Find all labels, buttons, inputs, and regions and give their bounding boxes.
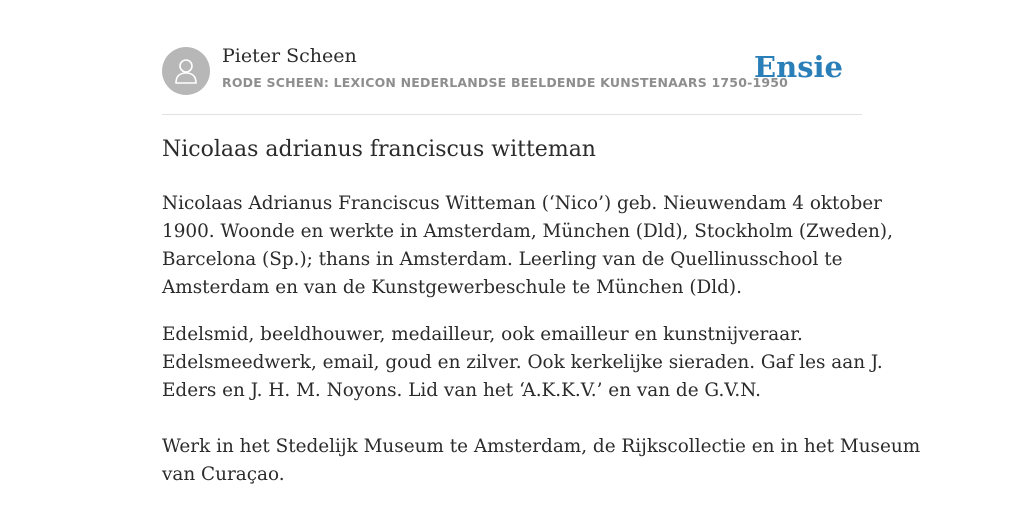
author-avatar[interactable] bbox=[162, 47, 210, 95]
text-line: Edelsmid, beeldhouwer, medailleur, ook emailleur en kunstnijveraar. bbox=[162, 324, 803, 345]
entry-card bbox=[162, 0, 921, 485]
author-name[interactable]: Pieter Scheen bbox=[222, 45, 357, 67]
text-line: Amsterdam en van de Kunstgewerbeschule te München (Dld). bbox=[162, 277, 742, 298]
brand-logo[interactable]: Ensie bbox=[754, 50, 843, 84]
text-line: 1900. Woonde en werkte in Amsterdam, München (Dld), Stockholm (Zweden), bbox=[162, 221, 893, 242]
paragraph-work bbox=[162, 321, 883, 405]
user-silhouette-icon bbox=[173, 57, 199, 85]
entry-title: Nicolaas adrianus franciscus witteman bbox=[162, 137, 596, 162]
paragraph-biography bbox=[162, 190, 893, 302]
paragraph-collections bbox=[162, 433, 921, 489]
text-line: Barcelona (Sp.); thans in Amsterdam. Leerling van de Quellinusschool te bbox=[162, 249, 843, 270]
text-line: Eders en J. H. M. Noyons. Lid van het ‘A.K.K.V.’ en van de G.V.N. bbox=[162, 380, 761, 401]
text-line: Nicolaas Adrianus Franciscus Witteman (‘Nico’) geb. Nieuwendam 4 oktober bbox=[162, 193, 882, 214]
text-line: Werk in het Stedelijk Museum te Amsterdam, de Rijkscollectie en in het Museum bbox=[162, 436, 921, 457]
text-line: Edelsmeedwerk, email, goud en zilver. Ook kerkelijke sieraden. Gaf les aan J. bbox=[162, 352, 883, 373]
source-title[interactable]: RODE SCHEEN: LEXICON NEDERLANDSE BEELDENDE KUNSTENAARS 1750-1950 bbox=[222, 75, 789, 90]
entry-header bbox=[162, 0, 862, 115]
text-line: van Curaçao. bbox=[162, 464, 285, 485]
